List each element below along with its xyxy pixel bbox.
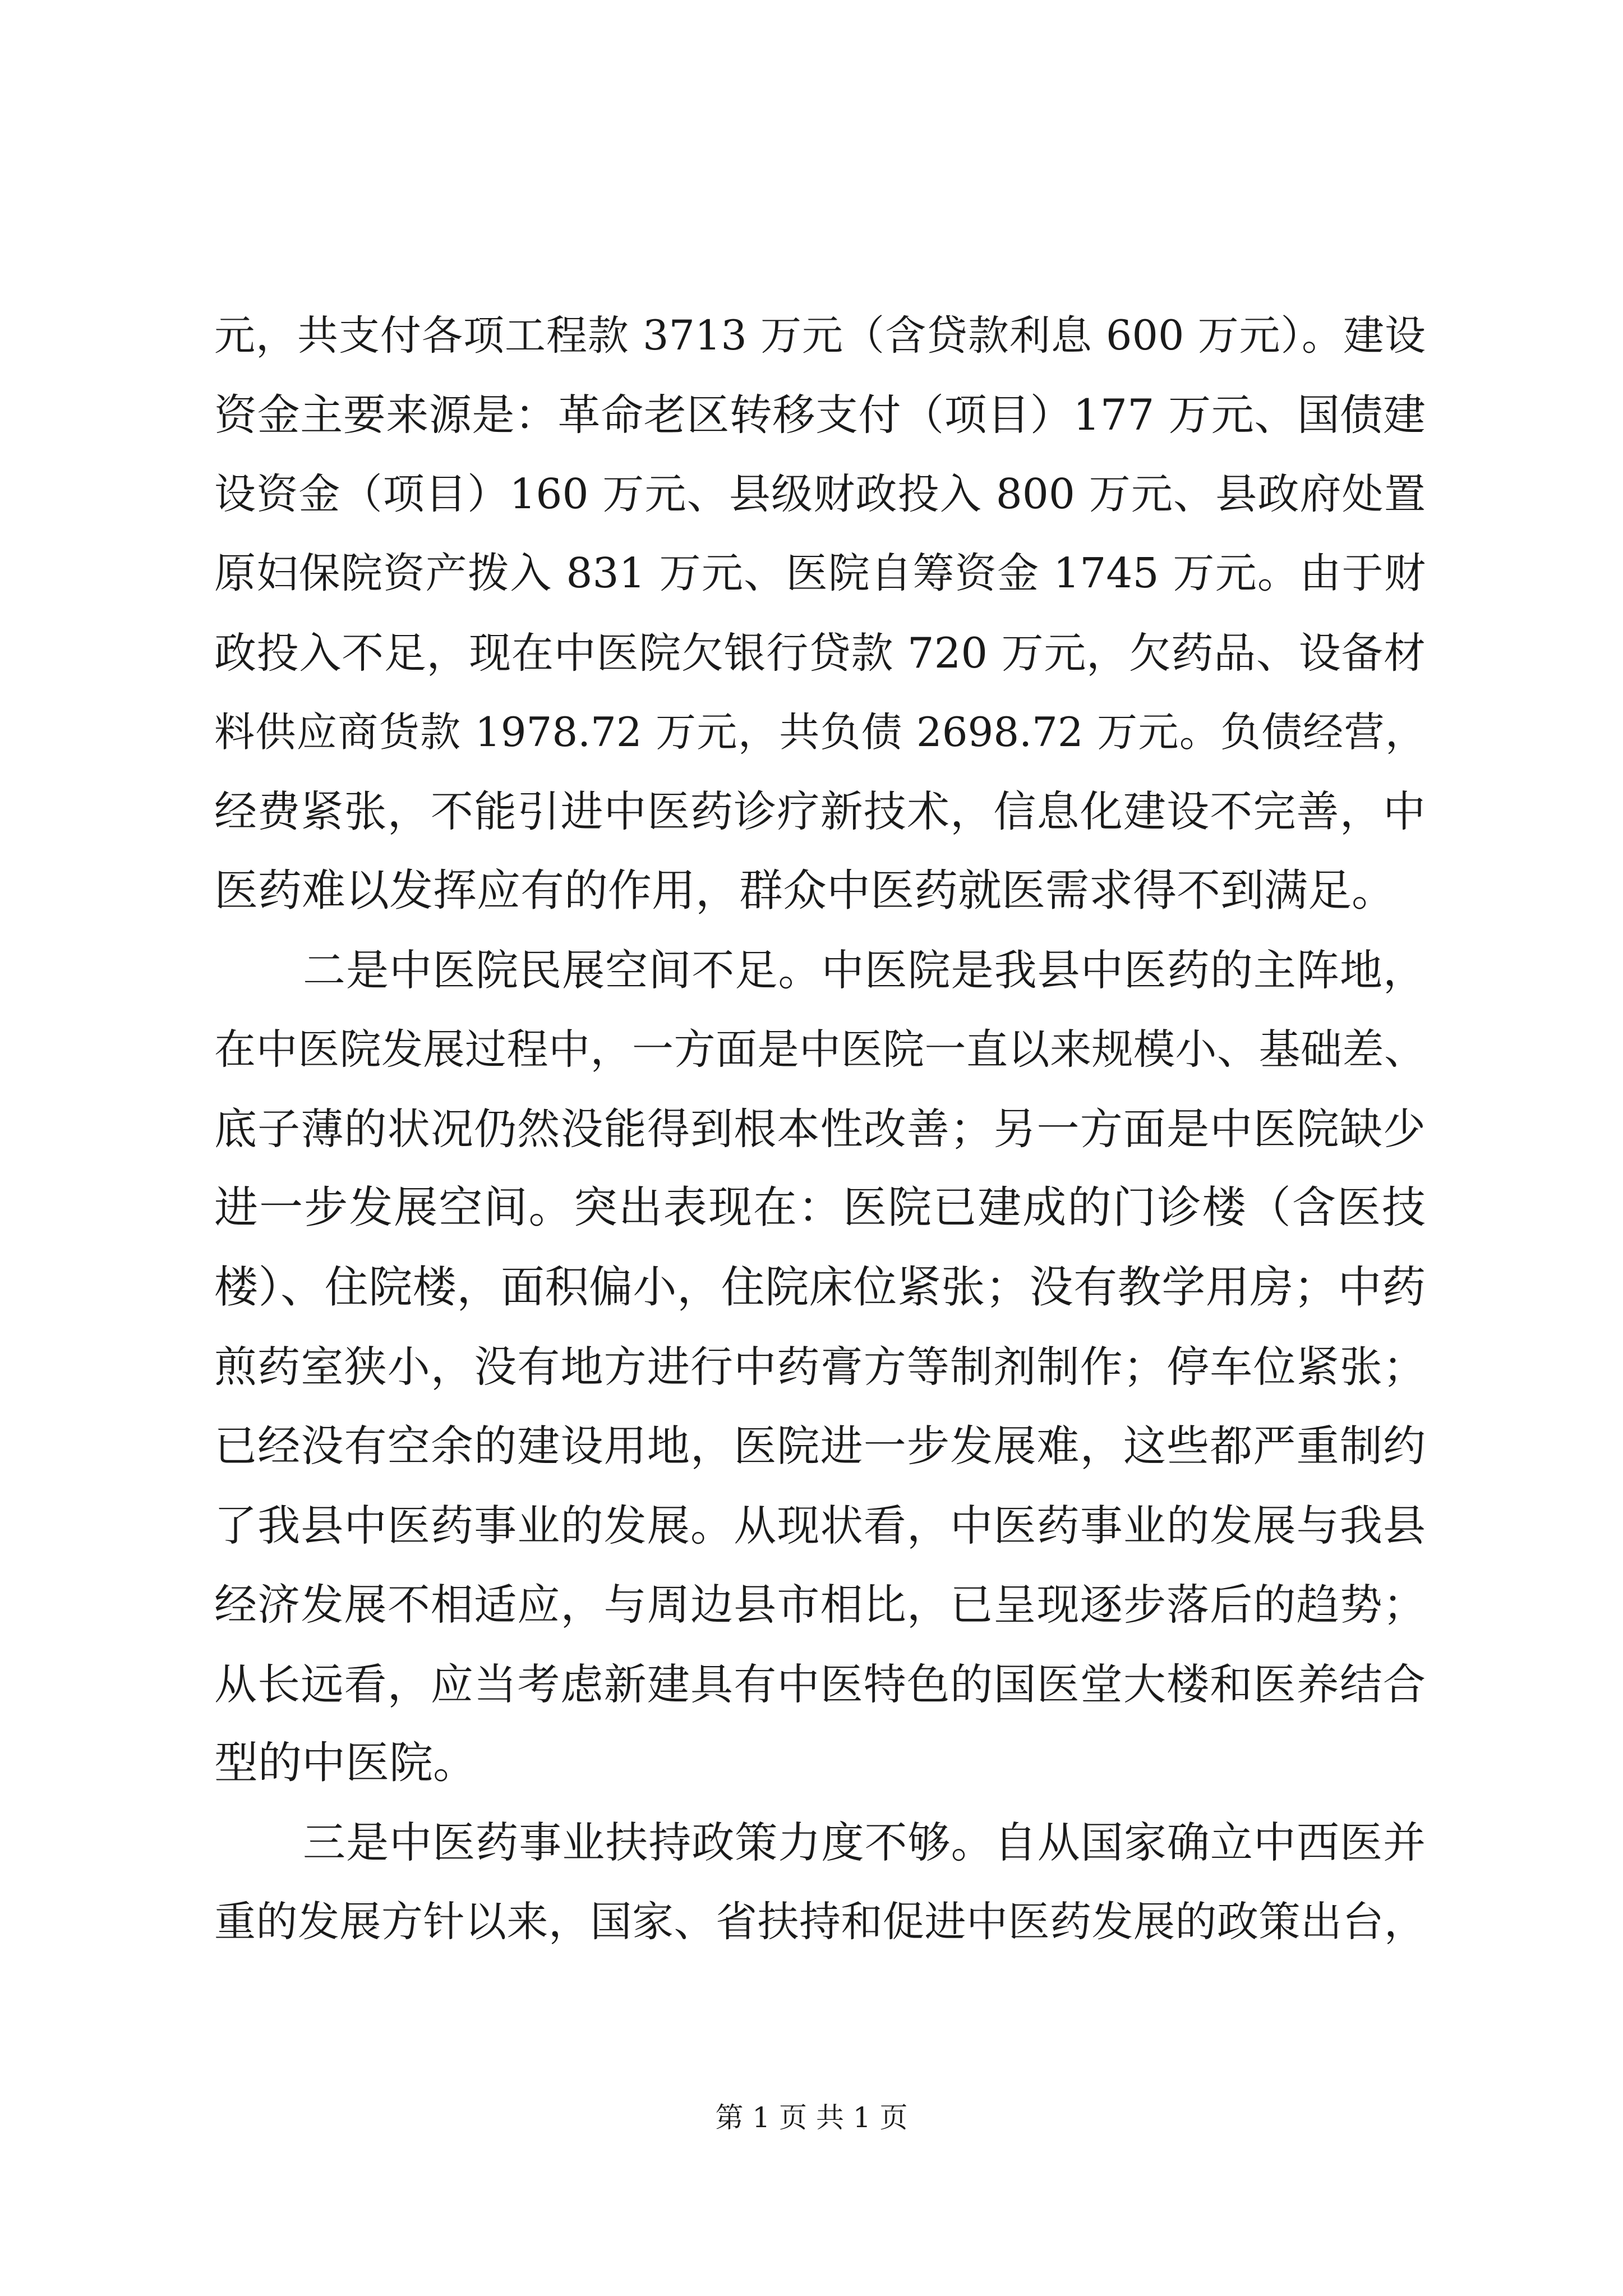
text-line: 煎药室狭小，没有地方进行中药膏方等制剂制作；停车位紧张； [214,1342,1426,1392]
text-line: 了我县中医药事业的发展。从现状看，中医药事业的发展与我县 [214,1500,1426,1550]
text-line: 在中医院发展过程中，一方面是中医院一直以来规模小、基础差、 [214,1025,1426,1074]
text-line: 政投入不足，现在中医院欠银行贷款 720 万元，欠药品、设备材 [214,628,1426,678]
document-body [214,296,1426,1962]
text-line: 料供应商货款 1978.72 万元，共负债 2698.72 万元。负债经营， [214,708,1426,756]
text-line: 元，共支付各项工程款 3713 万元（含贷款利息 600 万元）。建设 [214,312,1426,360]
page-footer [0,2098,1623,2137]
text-line: 从长远看，应当考虑新建具有中医特色的国医堂大楼和医养结合 [214,1659,1426,1709]
text-line: 已经没有空余的建设用地，医院进一步发展难，这些都严重制约 [214,1421,1426,1471]
text-line: 设资金（项目）160 万元、县级财政投入 800 万元、县政府处置 [214,470,1426,518]
text-line: 楼）、住院楼，面积偏小，住院床位紧张；没有教学用房；中药 [214,1262,1426,1313]
text-line: 底子薄的状况仍然没能得到根本性改善；另一方面是中医院缺少 [214,1103,1426,1154]
text-line: 资金主要来源是：革命老区转移支付（项目）177 万元、国债建 [214,390,1426,440]
page-number-label: 第 1 页 共 1 页 [715,2101,908,2134]
text-line: 经费紧张，不能引进中医药诊疗新技术，信息化建设不完善，中 [214,786,1426,837]
text-line: 医药难以发挥应有的作用，群众中医药就医需求得不到满足。 [214,865,1396,916]
text-line: 经济发展不相适应，与周边县市相比，已呈现逐步落后的趋势； [214,1580,1426,1630]
text-line: 二是中医院民展空间不足。中医院是我县中医药的主阵地， [303,945,1426,996]
text-line: 进一步发展空间。突出表现在：医院已建成的门诊楼（含医技 [214,1182,1426,1234]
text-line: 原妇保院资产拨入 831 万元、医院自筹资金 1745 万元。由于财 [214,549,1426,598]
text-line: 型的中医院。 [214,1738,477,1789]
text-line: 重的发展方针以来，国家、省扶持和促进中医药发展的政策出台， [214,1897,1426,1946]
text-line: 三是中医药事业扶持政策力度不够。自从国家确立中西医并 [303,1818,1426,1868]
